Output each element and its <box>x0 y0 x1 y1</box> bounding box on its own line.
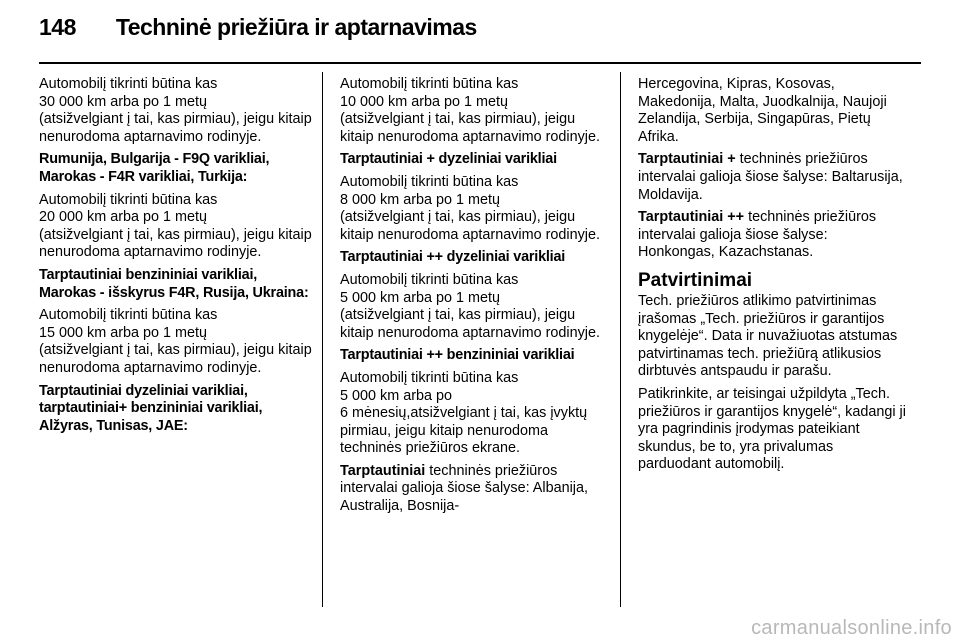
paragraph <box>638 151 908 204</box>
subheading: Tarptautiniai ++ benzininiai varikliai <box>340 347 575 364</box>
page-title: Techninė priežiūra ir aptarnavimas <box>115 14 477 40</box>
subheading: Tarptautiniai benzininiai varikliai, Marokas - išskyrus F4R, Rusija, Ukraina: <box>39 266 309 301</box>
paragraph: Automobilį tikrinti būtina kas 10 000 km arba po 1 metų (atsižvelgiant į tai, kas pirmiau), jeigu kitaip nenurodoma aptarnavimo rodinyje. <box>340 76 600 145</box>
paragraph-lead: Tarptautiniai <box>340 462 426 479</box>
watermark: carmanualsonline.info <box>751 617 952 639</box>
paragraph: Tech. priežiūros atlikimo patvirtinimas įrašomas „Tech. priežiūros ir garantijos knygelėje“. Data ir nuvažiuotas atstumas patvirtinamas tech. priežiūrą atlikusios dirbtuvės antspaudu ir parašu. <box>638 292 898 380</box>
subheading: Tarptautiniai dyzeliniai varikliai, tarptautiniai+ benzininiai varikliai, Alžyras, Tunisas, JAE: <box>39 382 263 434</box>
paragraph <box>638 209 908 262</box>
subheading: Rumunija, Bulgarija - F9Q varikliai, Marokas - F4R varikliai, Turkija: <box>39 151 270 185</box>
paragraph: Automobilį tikrinti būtina kas 8 000 km arba po 1 metų (atsižvelgiant į tai, kas pirmiau), jeigu kitaip nenurodoma aptarnavimo rodinyje. <box>340 173 600 243</box>
paragraph-text: techninės priežiūros intervalai galioja šiose šalyse: Albanija, Australija, Bosnija- <box>340 462 588 515</box>
paragraph: Automobilį tikrinti būtina kas 5 000 km arba po 1 metų (atsižvelgiant į tai, kas pirmiau), jeigu kitaip nenurodoma aptarnavimo rodinyje. <box>340 271 600 341</box>
page-header <box>39 14 477 48</box>
paragraph: Automobilį tikrinti būtina kas 15 000 km arba po 1 metų (atsižvelgiant į tai, kas pirmiau), jeigu kitaip nenurodoma aptarnavimo rodinyje. <box>39 307 312 376</box>
column-3 <box>638 76 908 479</box>
page-number: 148 <box>39 14 76 40</box>
paragraph: Automobilį tikrinti būtina kas 20 000 km arba po 1 metų (atsižvelgiant į tai, kas pirmiau), jeigu kitaip nenurodoma aptarnavimo rodinyje. <box>39 191 312 261</box>
column-divider-1 <box>322 72 323 607</box>
paragraph: Automobilį tikrinti būtina kas 30 000 km arba po 1 metų (atsižvelgiant į tai, kas pirmiau), jeigu kitaip nenurodoma aptarnavimo rodinyje. <box>39 76 312 145</box>
header-rule <box>39 62 921 64</box>
paragraph-lead: Tarptautiniai ++ <box>638 209 745 226</box>
column-2 <box>340 76 608 521</box>
paragraph-text: techninės priežiūros intervalai galioja šiose šalyse: Honkongas, Kazachstanas. <box>638 209 877 261</box>
column-divider-2 <box>620 72 621 607</box>
section-title: Patvirtinimai <box>638 269 753 291</box>
paragraph-text: techninės priežiūros intervalai galioja šiose šalyse: Baltarusija, Moldavija. <box>638 151 903 203</box>
column-1 <box>39 76 314 440</box>
paragraph-lead: Tarptautiniai + <box>638 151 736 168</box>
paragraph: Hercegovina, Kipras, Kosovas, Makedonija, Malta, Juodkalnija, Naujoji Zelandija, Serbija, Singapūras, Pietų Afrika. <box>638 76 887 145</box>
paragraph <box>340 463 608 516</box>
paragraph: Automobilį tikrinti būtina kas 5 000 km arba po 6 mėnesių,atsižvelgiant į tai, kas įvyktų pirmiau, jeigu kitaip nenurodoma techninės priežiūros ekrane. <box>340 369 588 457</box>
subheading: Tarptautiniai ++ dyzeliniai varikliai <box>340 249 566 266</box>
paragraph: Patikrinkite, ar teisingai užpildyta „Tech. priežiūros ir garantijos knygelė“, kadangi ji yra pagrindinis įrodymas pateikiant skundus, be to, yra privalumas parduodant automobilį. <box>638 385 906 473</box>
subheading: Tarptautiniai + dyzeliniai varikliai <box>340 151 557 168</box>
